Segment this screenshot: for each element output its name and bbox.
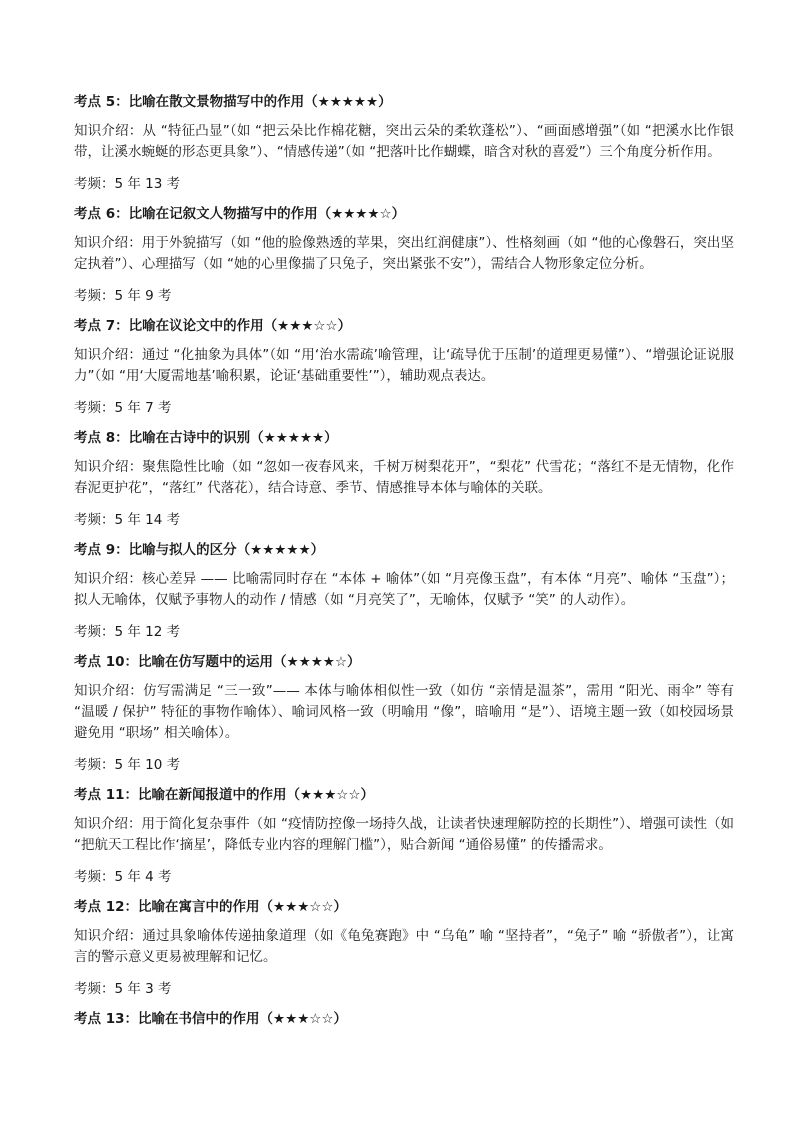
entry-13 (74, 1009, 734, 1029)
entry-frequency: 考频：5 年 12 考 (74, 624, 181, 640)
entry-title: 考点 10：比喻在仿写题中的运用（★★★★☆） (74, 654, 361, 670)
entry-title: 考点 11：比喻在新闻报道中的作用（★★★☆☆） (74, 787, 374, 803)
entry-9 (74, 540, 734, 642)
entry-title: 考点 12：比喻在寓言中的作用（★★★☆☆） (74, 899, 347, 915)
entry-6 (74, 204, 734, 306)
entry-frequency: 考频：5 年 3 考 (74, 981, 172, 997)
entry-frequency: 考频：5 年 9 考 (74, 288, 172, 304)
entry-intro: 知识介绍：仿写需满足 “三一致”—— 本体与喻体相似性一致（如仿 “亲情是温茶”，需用 “阳光、雨伞” 等有 “温暖 / 保护” 特征的事物作喻体）、喻词风格一致（明喻用 “像”，暗喻用 “是”）、语境主题一致（如校园场景避免用 “职场” 相关喻体）。 (74, 683, 734, 741)
entry-title: 考点 9：比喻与拟人的区分（★★★★★） (74, 542, 325, 558)
entry-frequency: 考频：5 年 10 考 (74, 757, 181, 773)
entry-intro: 知识介绍：核心差异 —— 比喻需同时存在 “本体 + 喻体”（如 “月亮像玉盘”，有本体 “月亮”、喻体 “玉盘”）；拟人无喻体，仅赋予事物人的动作 / 情感（如 “月亮笑了”，无喻体，仅赋予 “笑” 的人动作）。 (74, 571, 734, 608)
entry-frequency: 考频：5 年 4 考 (74, 869, 172, 885)
entry-frequency: 考频：5 年 14 考 (74, 512, 181, 528)
entry-title: 考点 6：比喻在记叙文人物描写中的作用（★★★★☆） (74, 206, 406, 222)
document-page (74, 92, 734, 1038)
entry-intro: 知识介绍：通过具象喻体传递抽象道理（如《龟兔赛跑》中 “乌龟” 喻 “坚持者”，“兔子” 喻 “骄傲者”），让寓言的警示意义更易被理解和记忆。 (74, 928, 734, 965)
entry-title: 考点 7：比喻在议论文中的作用（★★★☆☆） (74, 318, 352, 334)
entry-12 (74, 897, 734, 999)
entry-10 (74, 652, 734, 775)
entry-frequency: 考频：5 年 7 考 (74, 400, 172, 416)
entry-5 (74, 92, 734, 194)
entry-intro: 知识介绍：从 “特征凸显”（如 “把云朵比作棉花糖，突出云朵的柔软蓬松”）、“画面感增强”（如 “把溪水比作银带，让溪水蜿蜒的形态更具象”）、“情感传递”（如 “把落叶比作蝴蝶，暗含对秋的喜爱”）三个角度分析作用。 (74, 123, 734, 160)
entry-intro: 知识介绍：用于简化复杂事件（如 “疫情防控像一场持久战，让读者快速理解防控的长期性”）、增强可读性（如 “把航天工程比作‘摘星’，降低专业内容的理解门槛”），贴合新闻 “通俗易懂” 的传播需求。 (74, 816, 734, 853)
entry-11 (74, 785, 734, 887)
entry-title: 考点 5：比喻在散文景物描写中的作用（★★★★★） (74, 94, 392, 110)
entry-title: 考点 13：比喻在书信中的作用（★★★☆☆） (74, 1011, 347, 1027)
entry-7 (74, 316, 734, 418)
entry-intro: 知识介绍：聚焦隐性比喻（如 “忽如一夜春风来，千树万树梨花开”，“梨花” 代雪花；“落红不是无情物，化作春泥更护花”，“落红” 代落花），结合诗意、季节、情感推导本体与喻体的关联。 (74, 459, 734, 496)
entry-title: 考点 8：比喻在古诗中的识别（★★★★★） (74, 430, 338, 446)
entry-8 (74, 428, 734, 530)
entry-intro: 知识介绍：用于外貌描写（如 “他的脸像熟透的苹果，突出红润健康”）、性格刻画（如 “他的心像磐石，突出坚定执着”）、心理描写（如 “她的心里像揣了只兔子，突出紧张不安”），需结合人物形象定位分析。 (74, 235, 734, 272)
entry-frequency: 考频：5 年 13 考 (74, 176, 181, 192)
entry-intro: 知识介绍：通过 “化抽象为具体”（如 “用‘治水需疏’喻管理，让‘疏导优于压制’的道理更易懂”）、“增强论证说服力”（如 “用‘大厦需地基’喻积累，论证‘基础重要性’”），辅助观点表达。 (74, 347, 734, 384)
